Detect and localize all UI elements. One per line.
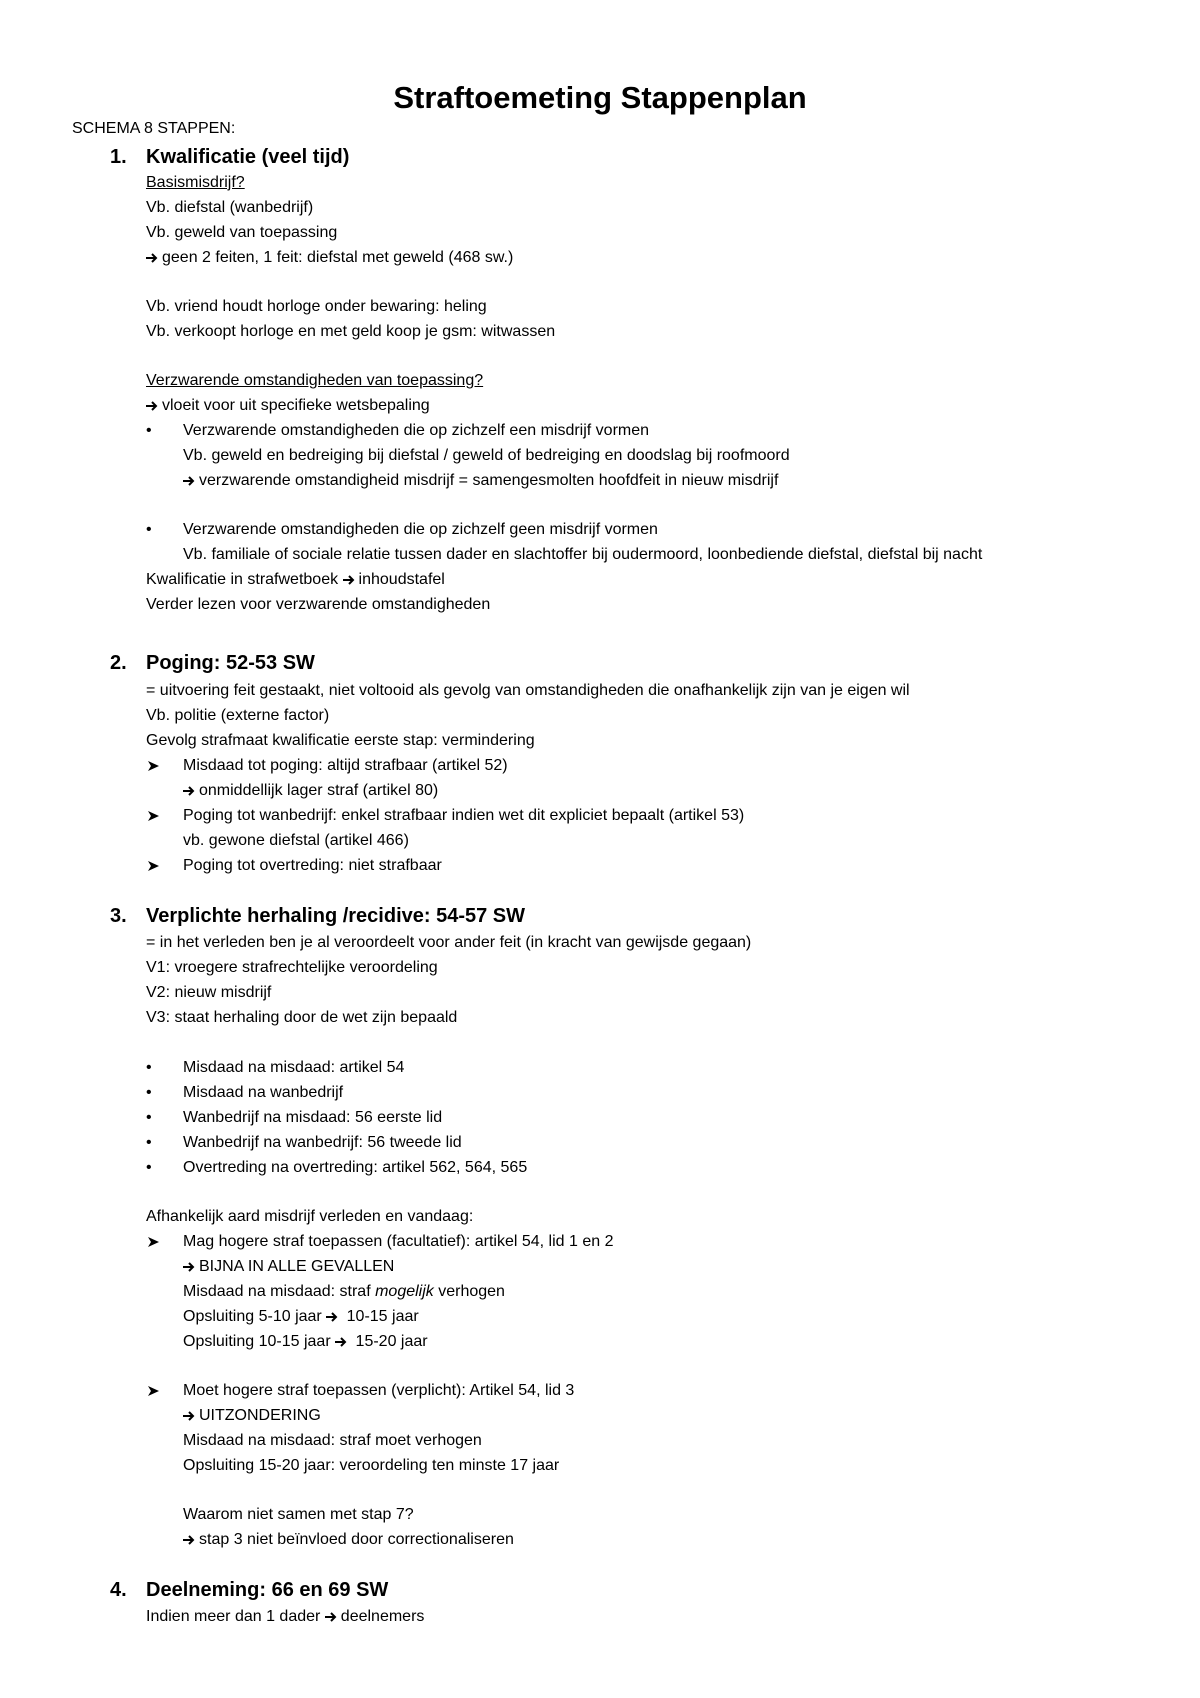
arrow-icon xyxy=(326,1306,338,1328)
text-line: Vb. geweld en bedreiging bij diefstal / geweld of bedreiging en doodslag bij roofmoord xyxy=(183,447,790,464)
arrow-line: geen 2 feiten, 1 feit: diefstal met geweld (468 sw.) xyxy=(146,247,513,269)
section-number: 1. xyxy=(110,146,127,168)
arrowhead-bullet-icon xyxy=(146,855,160,884)
basis-label: Basismisdrijf? xyxy=(146,174,245,191)
bullet-text: Mag hogere straf toepassen (facultatief): artikel 54, lid 1 en 2 xyxy=(183,1233,614,1250)
arrow-icon xyxy=(183,470,195,492)
arrowhead-bullet-icon xyxy=(146,1231,160,1260)
section-1-heading xyxy=(110,144,349,170)
arrow-line: stap 3 niet beïnvloed door correctionaliseren xyxy=(183,1529,514,1551)
text-line: Misdaad na misdaad: straf mogelijk verhogen xyxy=(183,1283,505,1300)
arrow-line: Indien meer dan 1 dader deelnemers xyxy=(146,1606,424,1628)
verzwarend-label: Verzwarende omstandigheden van toepassing? xyxy=(146,372,484,389)
bullet-icon: • xyxy=(146,422,152,439)
arrow-icon xyxy=(343,569,355,591)
text-line: V1: vroegere strafrechtelijke veroordeling xyxy=(146,959,438,976)
bullet-icon: • xyxy=(146,1059,152,1076)
section-title: Deelneming: 66 en 69 SW xyxy=(146,1579,389,1601)
text-line: Vb. diefstal (wanbedrijf) xyxy=(146,199,314,216)
text-line: Vb. verkoopt horloge en met geld koop je gsm: witwassen xyxy=(146,323,556,340)
text-line: Vb. politie (externe factor) xyxy=(146,707,330,724)
arrowhead-bullet-icon xyxy=(146,1380,160,1409)
section-number: 4. xyxy=(110,1579,127,1601)
text-line: Misdaad na misdaad: straf moet verhogen xyxy=(183,1432,482,1449)
list-item: Misdaad na wanbedrijf xyxy=(183,1084,344,1101)
arrow-icon xyxy=(183,1256,195,1278)
bullet-text: Poging tot wanbedrijf: enkel strafbaar indien wet dit expliciet bepaalt (artikel 53) xyxy=(183,807,745,824)
bullet-icon: • xyxy=(146,1159,152,1176)
list-item: Wanbedrijf na misdaad: 56 eerste lid xyxy=(183,1109,443,1126)
arrow-icon xyxy=(183,780,195,802)
text-line: V2: nieuw misdrijf xyxy=(146,984,272,1001)
arrow-line: verzwarende omstandigheid misdrijf = samengesmolten hoofdfeit in nieuw misdrijf xyxy=(183,470,778,492)
arrow-icon xyxy=(183,1529,195,1551)
arrow-line: onmiddellijk lager straf (artikel 80) xyxy=(183,780,438,802)
text-line: Opsluiting 15-20 jaar: veroordeling ten minste 17 jaar xyxy=(183,1457,560,1474)
arrow-line: vloeit voor uit specifieke wetsbepaling xyxy=(146,395,430,417)
document-title: Straftoemeting Stappenplan xyxy=(393,80,807,115)
bullet-icon: • xyxy=(146,1084,152,1101)
text-line: Verder lezen voor verzwarende omstandigheden xyxy=(146,596,491,613)
text-line: Afhankelijk aard misdrijf verleden en vandaag: xyxy=(146,1208,474,1225)
list-item: Overtreding na overtreding: artikel 562, 564, 565 xyxy=(183,1159,528,1176)
arrow-icon xyxy=(183,1405,195,1427)
arrow-line: Opsluiting 10-15 jaar 15-20 jaar xyxy=(183,1331,428,1353)
text-line: vb. gewone diefstal (artikel 466) xyxy=(183,832,409,849)
text-line: = in het verleden ben je al veroordeelt voor ander feit (in kracht van gewijsde gegaan) xyxy=(146,934,752,951)
section-title: Verplichte herhaling /recidive: 54-57 SW xyxy=(146,905,526,927)
arrow-icon xyxy=(325,1606,337,1628)
text-line: V3: staat herhaling door de wet zijn bepaald xyxy=(146,1009,458,1026)
section-4-heading xyxy=(110,1577,388,1603)
text-line: Waarom niet samen met stap 7? xyxy=(183,1506,414,1523)
arrow-icon xyxy=(146,395,158,417)
text-line: Vb. familiale of sociale relatie tussen dader en slachtoffer bij oudermoord, loonbediende diefstal, diefstal bij nacht xyxy=(183,546,983,563)
list-item: Wanbedrijf na wanbedrijf: 56 tweede lid xyxy=(183,1134,462,1151)
section-3-heading xyxy=(110,903,525,929)
section-2-heading xyxy=(110,650,315,676)
arrow-line: Opsluiting 5-10 jaar 10-15 jaar xyxy=(183,1306,419,1328)
bullet-text: Misdaad tot poging: altijd strafbaar (artikel 52) xyxy=(183,757,508,774)
text-line: Vb. geweld van toepassing xyxy=(146,224,338,241)
text-line: Vb. vriend houdt horloge onder bewaring: heling xyxy=(146,298,487,315)
arrowhead-bullet-icon xyxy=(146,805,160,834)
bullet-text: Moet hogere straf toepassen (verplicht): Artikel 54, lid 3 xyxy=(183,1382,575,1399)
arrowhead-bullet-icon xyxy=(146,755,160,784)
section-number: 2. xyxy=(110,652,127,674)
schema-heading: SCHEMA 8 STAPPEN: xyxy=(72,120,236,137)
bullet-icon: • xyxy=(146,1109,152,1126)
arrow-line: UITZONDERING xyxy=(183,1405,321,1427)
arrow-icon xyxy=(146,247,158,269)
bullet-text: Poging tot overtreding: niet strafbaar xyxy=(183,857,442,874)
bullet-icon: • xyxy=(146,521,152,538)
arrow-line: Kwalificatie in strafwetboek inhoudstafel xyxy=(146,569,445,591)
list-item: Misdaad na misdaad: artikel 54 xyxy=(183,1059,405,1076)
section-title: Poging: 52-53 SW xyxy=(146,652,315,674)
text-line: Gevolg strafmaat kwalificatie eerste stap: vermindering xyxy=(146,732,535,749)
bullet-text: Verzwarende omstandigheden die op zichzelf een misdrijf vormen xyxy=(183,422,650,439)
text-line: = uitvoering feit gestaakt, niet voltooid als gevolg van omstandigheden die onafhankelijk zijn van je eigen wil xyxy=(146,682,910,699)
arrow-icon xyxy=(335,1331,347,1353)
section-number: 3. xyxy=(110,905,127,927)
bullet-icon: • xyxy=(146,1134,152,1151)
arrow-line: BIJNA IN ALLE GEVALLEN xyxy=(183,1256,394,1278)
bullet-text: Verzwarende omstandigheden die op zichzelf geen misdrijf vormen xyxy=(183,521,658,538)
section-title: Kwalificatie (veel tijd) xyxy=(146,146,350,168)
